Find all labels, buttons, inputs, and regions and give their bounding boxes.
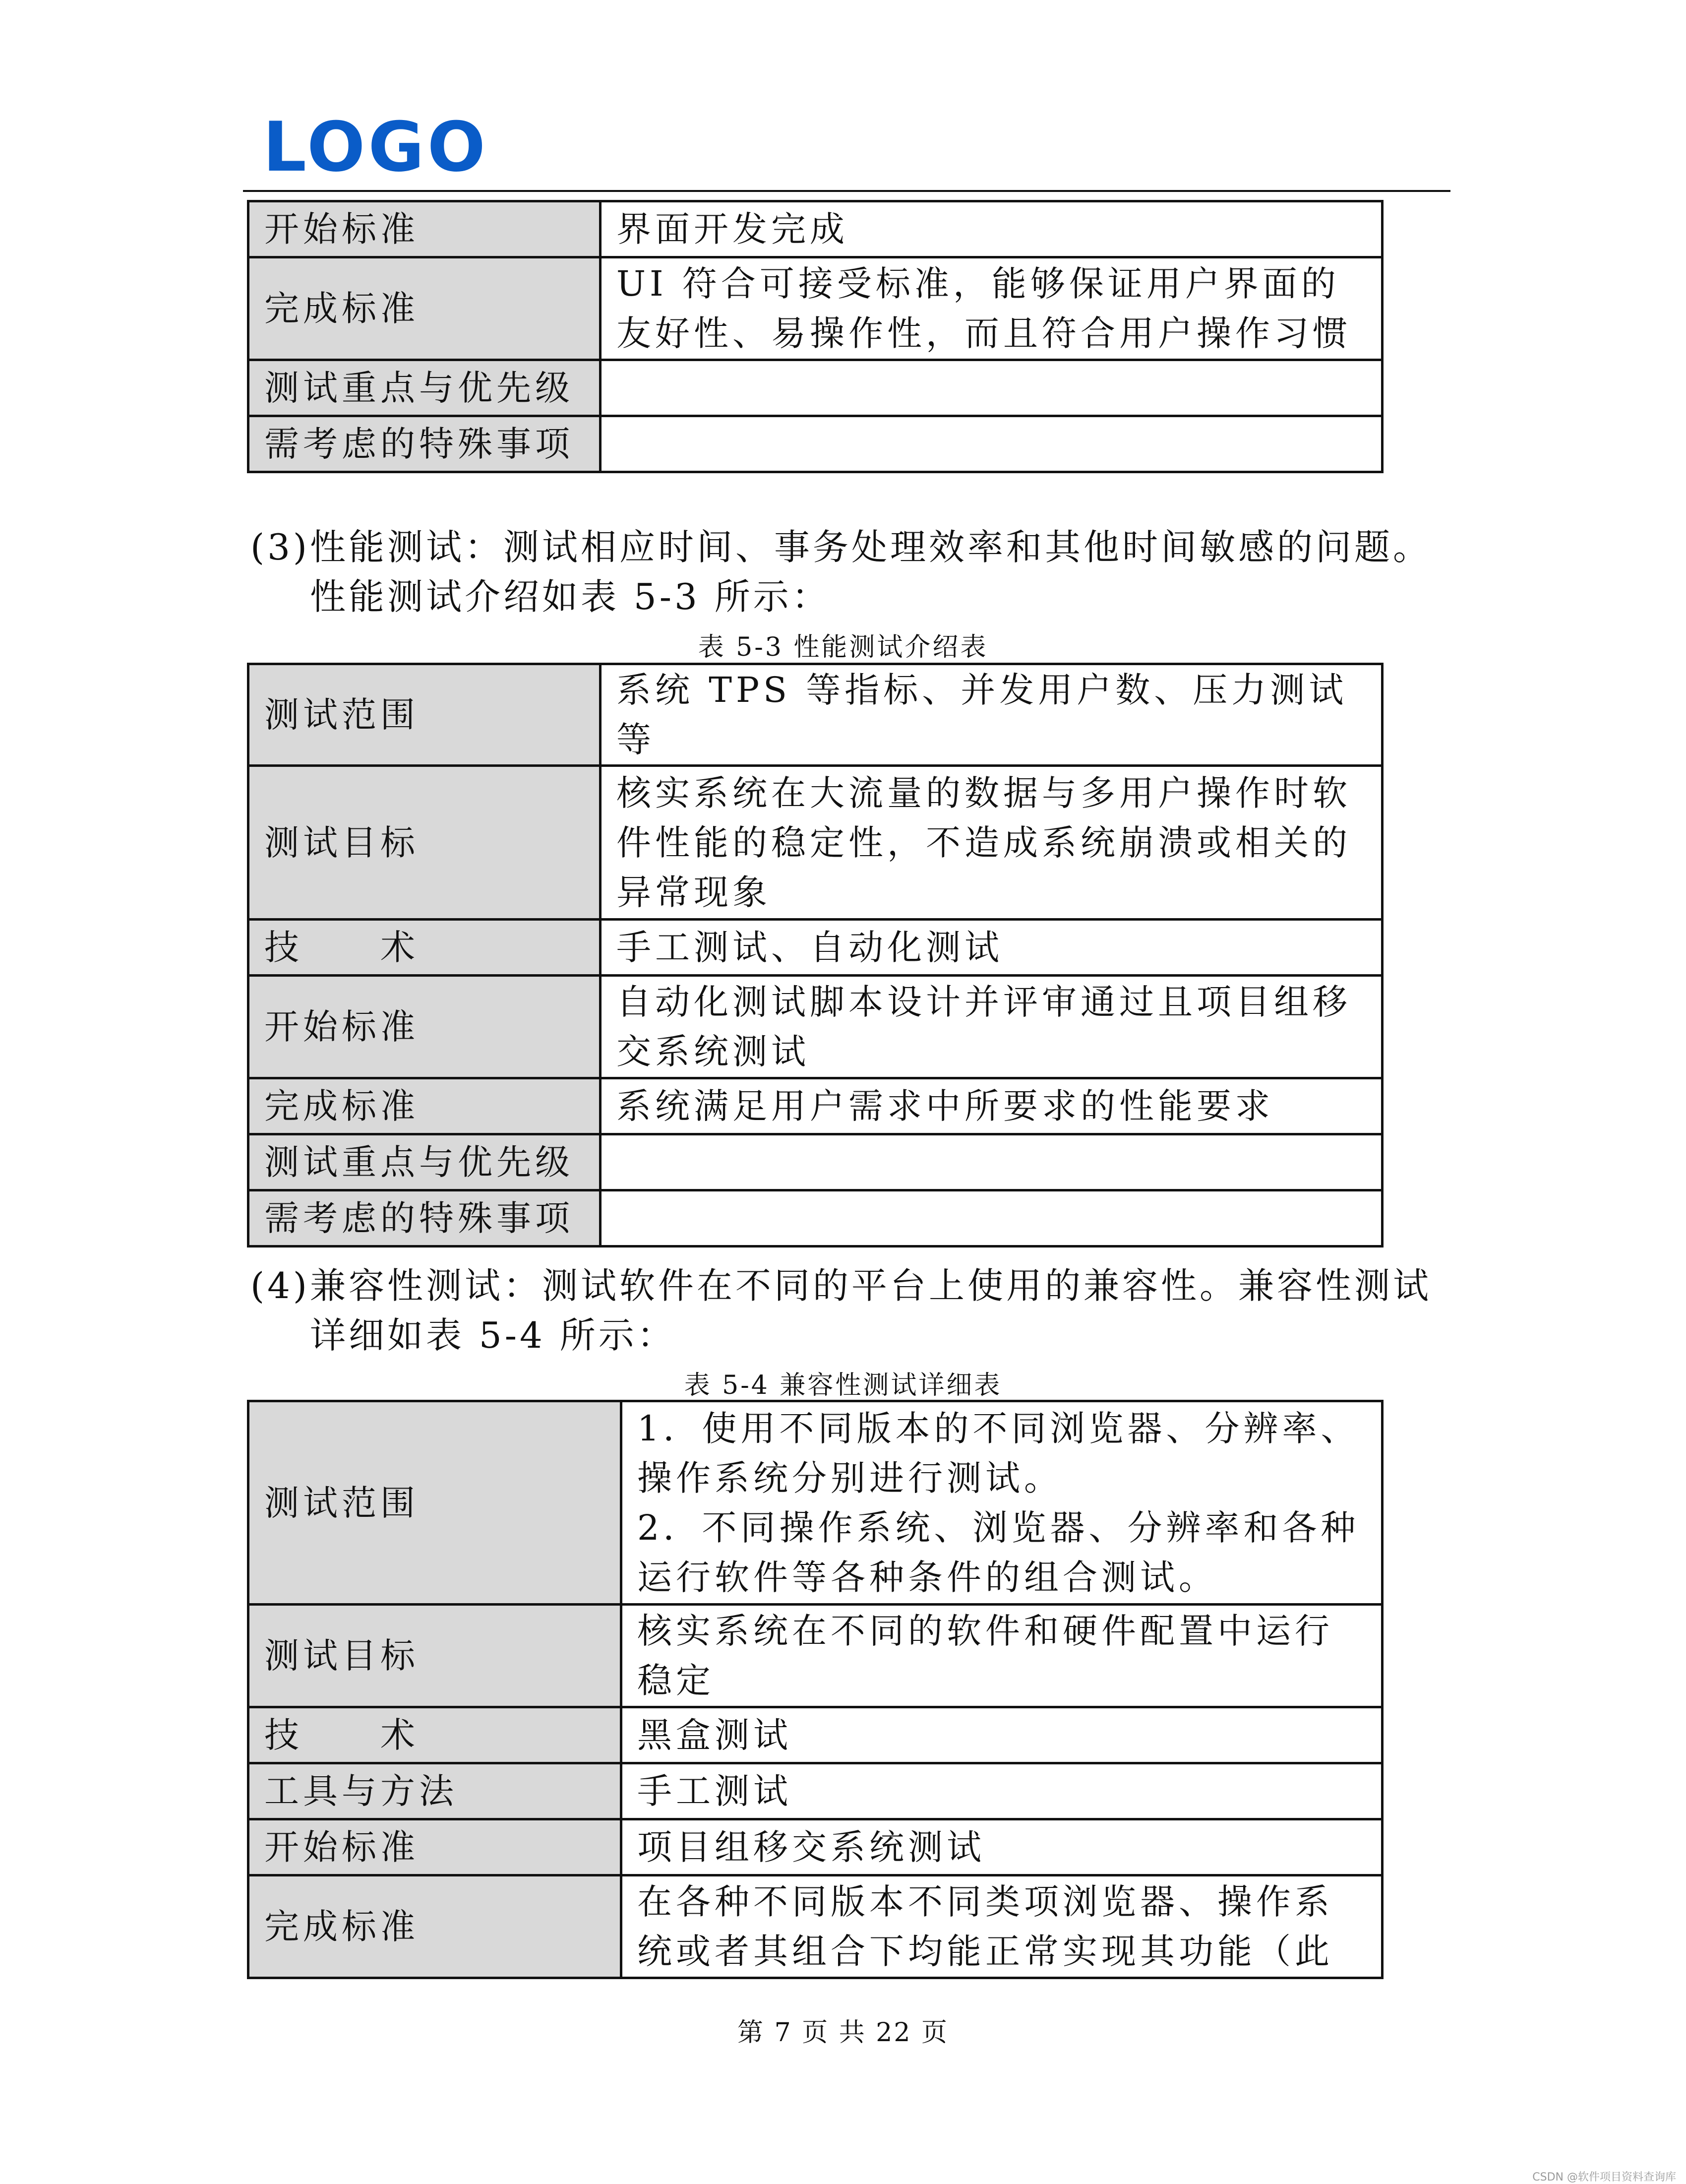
company-logo: LOGO: [263, 107, 488, 187]
row-label: 测试范围: [248, 664, 601, 766]
row-label: 测试重点与优先级: [248, 1134, 601, 1190]
row-value: 项目组移交系统测试: [621, 1819, 1383, 1875]
table-row: [248, 416, 1383, 472]
table-row: [248, 664, 1383, 766]
table-row: [248, 201, 1383, 257]
row-value: [601, 1190, 1383, 1247]
header-divider: [243, 190, 1450, 192]
row-label: 开始标准: [248, 1819, 621, 1875]
row-label: 测试目标: [248, 1605, 621, 1707]
row-value: 界面开发完成: [601, 201, 1383, 257]
row-value: [601, 1134, 1383, 1190]
row-label: 技 术: [248, 1707, 621, 1763]
row-label: 需考虑的特殊事项: [248, 416, 601, 472]
table-5-3-caption: 表 5-3 性能测试介绍表: [698, 632, 988, 662]
row-value: 在各种不同版本不同类项浏览器、操作系统或者其组合下均能正常实现其功能（此: [621, 1875, 1383, 1978]
table-row: [248, 766, 1383, 920]
row-value: 手工测试: [621, 1763, 1383, 1819]
section-4-line1: (4)兼容性测试：测试软件在不同的平台上使用的兼容性。兼容性测试: [250, 1265, 1432, 1307]
section-4-line2: 详细如表 5-4 所示：: [310, 1314, 676, 1356]
row-label: 测试目标: [248, 766, 601, 920]
row-value: 系统 TPS 等指标、并发用户数、压力测试等: [601, 664, 1383, 766]
row-value: 核实系统在大流量的数据与多用户操作时软件性能的稳定性，不造成系统崩溃或相关的异常现象: [601, 766, 1383, 920]
row-value: 手工测试、自动化测试: [601, 920, 1383, 976]
value-line-2: 2．不同操作系统、浏览器、分辨率和各种运行软件等各种条件的组合测试。: [637, 1507, 1360, 1598]
row-value: 系统满足用户需求中所要求的性能要求: [601, 1078, 1383, 1134]
row-label: 测试范围: [248, 1401, 621, 1605]
table-row: [248, 1763, 1383, 1819]
row-value: UI 符合可接受标准，能够保证用户界面的友好性、易操作性，而且符合用户操作习惯: [601, 257, 1383, 360]
row-label: 测试重点与优先级: [248, 360, 601, 416]
table-row: [248, 1134, 1383, 1190]
row-label: 完成标准: [248, 257, 601, 360]
row-label: 技 术: [248, 920, 601, 976]
table-row: [248, 1401, 1383, 1605]
row-value: [601, 360, 1383, 416]
section-3-paragraph: [250, 522, 1432, 622]
compatibility-test-table: [247, 1400, 1384, 1979]
table-row: [248, 1190, 1383, 1247]
row-value: [601, 416, 1383, 472]
row-label: 开始标准: [248, 201, 601, 257]
row-value: 自动化测试脚本设计并评审通过且项目组移交系统测试: [601, 976, 1383, 1078]
row-label: 完成标准: [248, 1875, 621, 1978]
table-row: [248, 1875, 1383, 1978]
row-label: 开始标准: [248, 976, 601, 1078]
table-row: [248, 1605, 1383, 1707]
row-label: 工具与方法: [248, 1763, 621, 1819]
row-label: 需考虑的特殊事项: [248, 1190, 601, 1247]
section-3-line1: (3)性能测试：测试相应时间、事务处理效率和其他时间敏感的问题。: [250, 526, 1432, 568]
value-line-1: 1．使用不同版本的不同浏览器、分辨率、操作系统分别进行测试。: [637, 1408, 1360, 1498]
row-value: 黑盒测试: [621, 1707, 1383, 1763]
table-row: [248, 1819, 1383, 1875]
table-row: [248, 360, 1383, 416]
table-5-4-caption: 表 5-4 兼容性测试详细表: [684, 1371, 1002, 1400]
ui-test-table: [247, 200, 1384, 473]
page-number: 第 7 页 共 22 页: [737, 2018, 949, 2048]
table-row: [248, 257, 1383, 360]
section-3-line2: 性能测试介绍如表 5-3 所示：: [310, 576, 831, 618]
watermark: CSDN @软件项目资料查询库: [1532, 2171, 1676, 2184]
section-4-paragraph: [250, 1261, 1432, 1360]
table-row: [248, 920, 1383, 976]
performance-test-table: [247, 663, 1384, 1248]
row-value: 核实系统在不同的软件和硬件配置中运行稳定: [621, 1605, 1383, 1707]
table-row: [248, 976, 1383, 1078]
row-value: [621, 1401, 1383, 1605]
table-row: [248, 1707, 1383, 1763]
row-label: 完成标准: [248, 1078, 601, 1134]
table-row: [248, 1078, 1383, 1134]
